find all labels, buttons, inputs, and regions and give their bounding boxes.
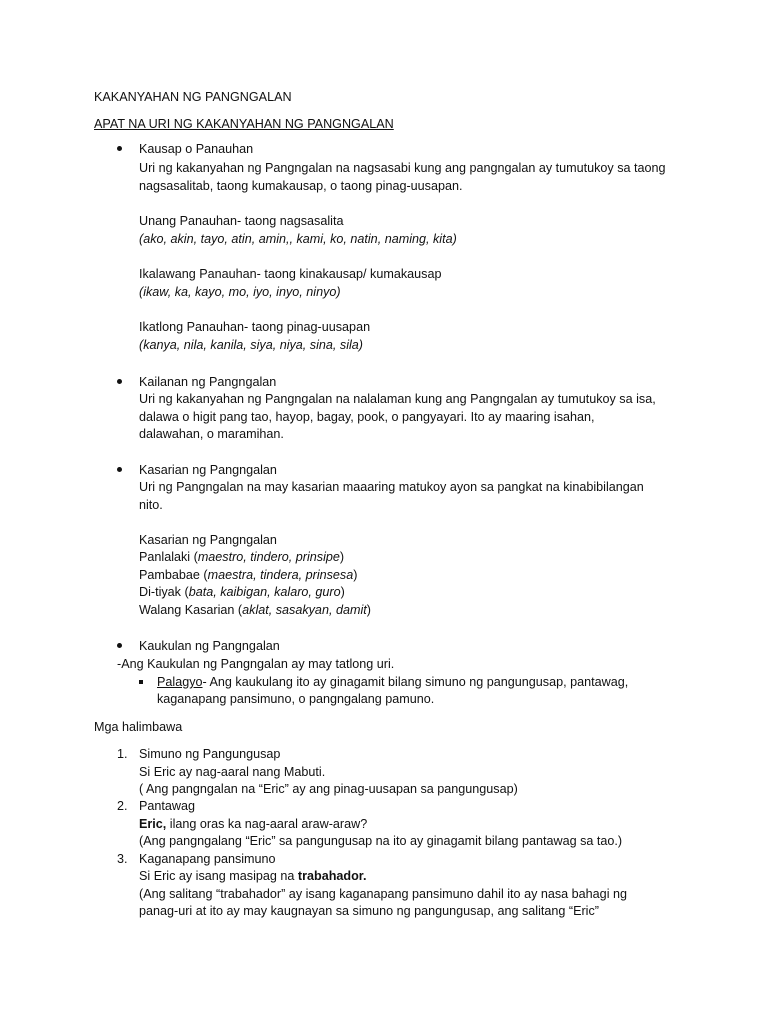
document-subtitle: APAT NA URI NG KAKANYAHAN NG PANGNGALAN — [94, 117, 394, 131]
halimbawa-heading: Mga halimbawa — [94, 720, 183, 734]
bullet-icon — [117, 146, 122, 151]
ikatlong-panauhan-label: Ikatlong Panauhan- taong pinag-uusapan — [139, 320, 371, 334]
kaukulan-intro: -Ang Kaukulan ng Pangngalan ay may tatlong uri. — [117, 657, 395, 671]
ikalawang-panauhan-examples: (ikaw, ka, kayo, mo, iyo, inyo, ninyo) — [139, 285, 341, 299]
kasarian-desc: Uri ng Pangngalan na may kasarian maaaring matukoy ayon sa pangkat na kinabibilangan — [139, 480, 644, 494]
list-number: 1. — [117, 747, 128, 761]
kasarian-item-label: Di-tiyak — [139, 585, 181, 599]
example-bold-word: Eric, — [139, 817, 167, 831]
kasarian-item-examples: bata, kaibigan, kalaro, guro — [188, 585, 341, 599]
kasarian-item: Panlalaki (maestro, tindero, prinsipe) — [139, 550, 345, 564]
example-explanation: panag-uri at ito ay may kaugnayan sa simuno ng pangungusap, ang salitang “Eric” — [139, 904, 599, 918]
kailanan-desc: dalawahan, o maramihan. — [139, 427, 284, 441]
kasarian-item: Di-tiyak (bata, kaibigan, kalaro, guro) — [139, 585, 345, 599]
unang-panauhan-examples: (ako, akin, tayo, atin, amin,, kami, ko, natin, naming, kita) — [139, 232, 457, 246]
palagyo-line — [157, 673, 628, 691]
kailanan-desc: dalawa o higit pang tao, hayop, bagay, pook, o pangyayari. Ito ay maaring isahan, — [139, 410, 595, 424]
bullet-icon — [117, 467, 122, 472]
example-explanation: ( Ang pangngalan na “Eric” ay ang pinag-uusapan sa pangungusap) — [139, 782, 518, 796]
example-explanation: (Ang salitang “trabahador” ay isang kaganapang pansimuno dahil ito ay nasa bahagi ng — [139, 887, 627, 901]
kasarian-item-examples: aklat, sasakyan, damit — [242, 603, 367, 617]
example-sentence — [139, 815, 367, 833]
example-title: Simuno ng Pangungusap — [139, 747, 281, 761]
palagyo-term: Palagyo — [157, 675, 203, 689]
example-bold-word: trabahador. — [297, 869, 367, 883]
kasarian-item-label: Pambabae — [139, 568, 200, 582]
kausap-desc: nagsasalitab, taong kumakausap, o taong pinag-uusapan. — [139, 179, 463, 193]
ikalawang-panauhan-label: Ikalawang Panauhan- taong kinakausap/ kumakausap — [139, 267, 442, 281]
example-sentence-start: Si Eric ay isang masipag na — [139, 869, 298, 883]
kasarian-item-examples: maestra, tindera, prinsesa — [207, 568, 354, 582]
list-number: 3. — [117, 852, 128, 866]
example-title: Kaganapang pansimuno — [139, 852, 276, 866]
example-sentence: Si Eric ay nag-aaral nang Mabuti. — [139, 765, 326, 779]
kasarian-item-label: Panlalaki — [139, 550, 191, 564]
example-sentence-rest: ilang oras ka nag-aaral araw-araw? — [166, 817, 368, 831]
palagyo-desc: kaganapang pansimuno, o pangngalang pamuno. — [157, 692, 435, 706]
unang-panauhan-label: Unang Panauhan- taong nagsasalita — [139, 214, 344, 228]
ikatlong-panauhan-examples: (kanya, nila, kanila, siya, niya, sina, sila) — [139, 338, 363, 352]
kasarian-desc: nito. — [139, 498, 163, 512]
kasarian-subheading: Kasarian ng Pangngalan — [139, 533, 277, 547]
section-heading-kausap: Kausap o Panauhan — [139, 142, 254, 156]
kausap-desc: Uri ng kakanyahan ng Pangngalan na nagsasabi kung ang pangngalan ay tumutukoy sa taong — [139, 161, 666, 175]
section-heading-kailanan: Kailanan ng Pangngalan — [139, 375, 277, 389]
kasarian-item: Walang Kasarian (aklat, sasakyan, damit) — [139, 603, 371, 617]
example-sentence — [139, 867, 367, 885]
bullet-icon — [117, 379, 122, 384]
kailanan-desc: Uri ng kakanyahan ng Pangngalan na nalalaman kung ang Pangngalan ay tumutukoy sa isa, — [139, 392, 656, 406]
list-number: 2. — [117, 799, 128, 813]
kasarian-item-label: Walang Kasarian — [139, 603, 235, 617]
palagyo-desc: - Ang kaukulang ito ay ginagamit bilang simuno ng pangungusap, pantawag, — [202, 675, 629, 689]
example-title: Pantawag — [139, 799, 196, 813]
section-heading-kaukulan: Kaukulan ng Pangngalan — [139, 639, 280, 653]
document-title: KAKANYAHAN NG PANGNGALAN — [94, 90, 292, 104]
bullet-icon — [117, 643, 122, 648]
square-bullet-icon — [139, 680, 143, 684]
section-heading-kasarian: Kasarian ng Pangngalan — [139, 463, 277, 477]
example-explanation: (Ang pangngalang “Eric” sa pangungusap na ito ay ginagamit bilang pantawag sa tao.) — [139, 834, 623, 848]
kasarian-item-examples: maestro, tindero, prinsipe — [197, 550, 340, 564]
kasarian-item: Pambabae (maestra, tindera, prinsesa) — [139, 568, 358, 582]
